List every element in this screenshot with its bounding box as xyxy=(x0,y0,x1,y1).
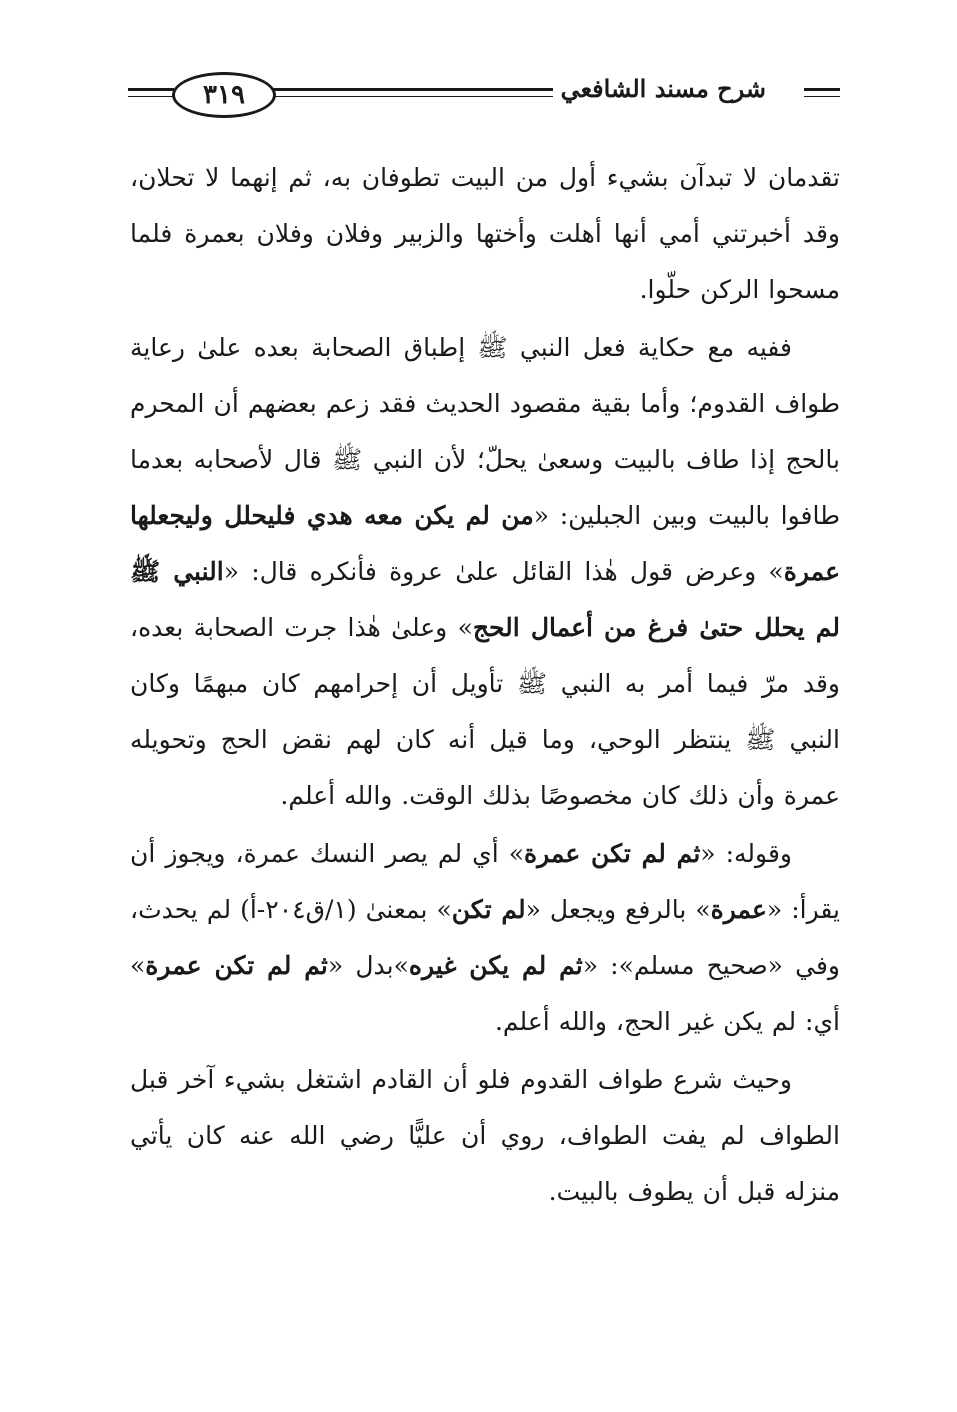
bold-quote-text: ثم لم تكن عمرة xyxy=(145,951,328,980)
text-run: » بمعنىٰ (١/ق٢٠٤-أ) لم يحدث، وفي «صحيح مسلم»: « xyxy=(130,895,840,980)
bold-quote-text: ثم لم يكن غيره xyxy=(408,951,583,980)
text-run: » أي: لم يكن غير الحج، والله أعلم. xyxy=(130,951,840,1036)
text-run: »بدل « xyxy=(327,951,409,980)
page-body xyxy=(130,150,840,1222)
text-run: » وعرض قول هٰذا القائل علىٰ عروة فأنكره قال: « xyxy=(223,557,784,586)
header-rule-right-thin xyxy=(804,96,840,97)
paragraph xyxy=(130,150,840,318)
paragraph xyxy=(130,826,840,1050)
text-run: ففيه مع حكاية فعل النبي ﷺ إطباق الصحابة بعده علىٰ رعاية طواف القدوم؛ وأما بقية مقصود الحديث فقد زعم بعضهم أن المحرم بالحج إذا طاف بالبيت وسعىٰ يحلّ؛ لأن النبي ﷺ قال لأصحابه بعدما طافوا بالبيت وبين الجبلين: « xyxy=(130,333,840,530)
page-number-badge xyxy=(172,72,276,118)
text-run: » وعلىٰ هٰذا جرت الصحابة بعده، وقد مرّ فيما أمر به النبي ﷺ تأويل أن إحرامهم كان مبهمًا وكان النبي ﷺ ينتظر الوحي، وما قيل أنه كان لهم نقض الحج وتحويله عمرة وأن ذلك كان مخصوصًا بذلك الوقت. والله أعلم. xyxy=(130,613,840,810)
header-rule-left-thin xyxy=(128,96,174,97)
bold-quote-text: من لم يكن معه هدي فليحلل وليجعلها عمرة xyxy=(130,501,840,586)
text-run: » بالرفع ويجعل « xyxy=(525,895,711,924)
paragraph xyxy=(130,1052,840,1220)
text-run: وحيث شرع طواف القدوم فلو أن القادم اشتغل بشيء آخر قبل الطواف لم يفت الطواف، روي أن عليًّا رضي الله عنه كان يأتي منزله قبل أن يطوف بالبيت. xyxy=(130,1065,840,1206)
header-rule-right xyxy=(804,88,840,91)
text-run: تقدمان لا تبدآن بشيء أول من البيت تطوفان به، ثم إنهما لا تحلان، وقد أخبرتني أمي أنها أهلت وأختها والزبير وفلان وفلان بعمرة فلما مسحوا الركن حلّوا. xyxy=(130,163,840,304)
paragraph xyxy=(130,320,840,824)
bold-quote-text: ثم لم تكن عمرة xyxy=(524,839,701,868)
bold-quote-text: عمرة xyxy=(710,895,767,924)
page-header xyxy=(128,70,840,122)
text-run: وقوله: « xyxy=(700,839,792,868)
text-run: » أي لم يصر النسك عمرة، ويجوز أن يقرأ: « xyxy=(130,839,840,924)
book-title: شرح مسند الشافعي xyxy=(553,74,774,103)
bold-quote-text: لم تكن xyxy=(451,895,526,924)
bold-quote-text: النبي ﷺ لم يحلل حتىٰ فرغ من أعمال الحج xyxy=(130,557,840,642)
header-rule-left xyxy=(128,88,174,91)
page-number: ٣١٩ xyxy=(203,80,245,110)
